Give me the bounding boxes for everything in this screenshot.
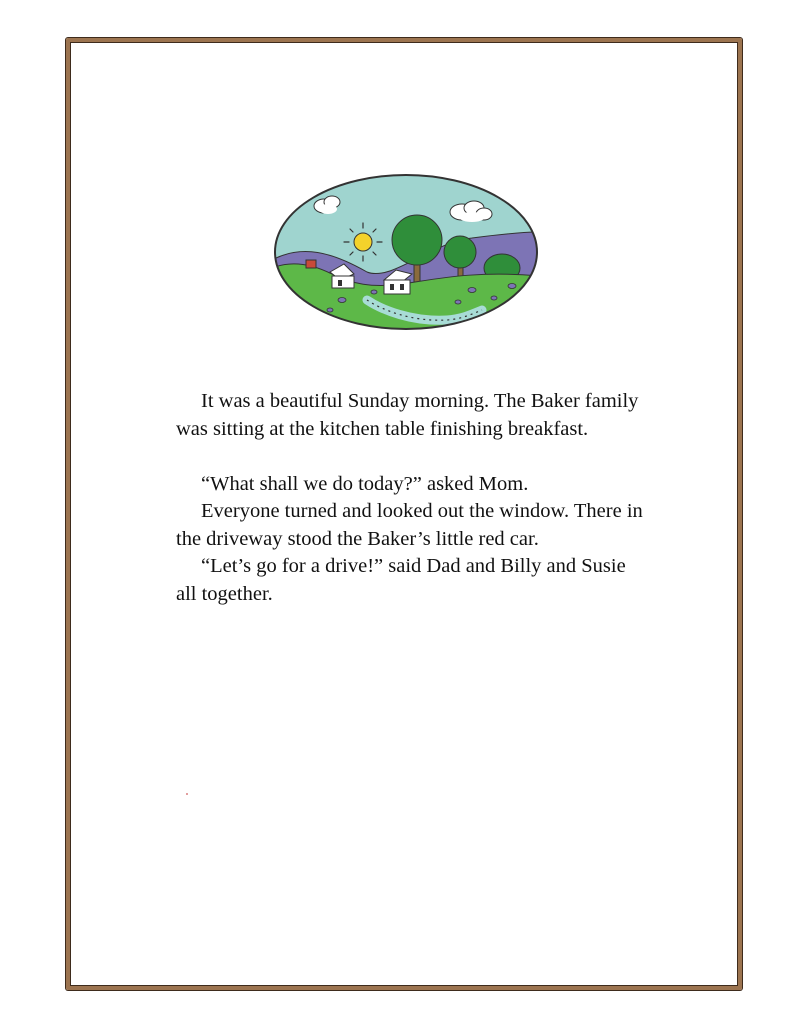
ink-speck (186, 793, 188, 795)
paragraph: “Let’s go for a drive!” said Dad and Billy and Susie all together. (176, 555, 626, 605)
story-text (176, 388, 646, 608)
paragraph: Everyone turned and looked out the window. There in the driveway stood the Baker’s little red car. (176, 500, 643, 550)
countryside-scene-icon (272, 172, 540, 332)
paragraph: It was a beautiful Sunday morning. The Baker family was sitting at the kitchen table finishing breakfast. (176, 390, 639, 440)
paragraph: “What shall we do today?” asked Mom. (201, 472, 529, 495)
barn-icon (306, 260, 316, 268)
